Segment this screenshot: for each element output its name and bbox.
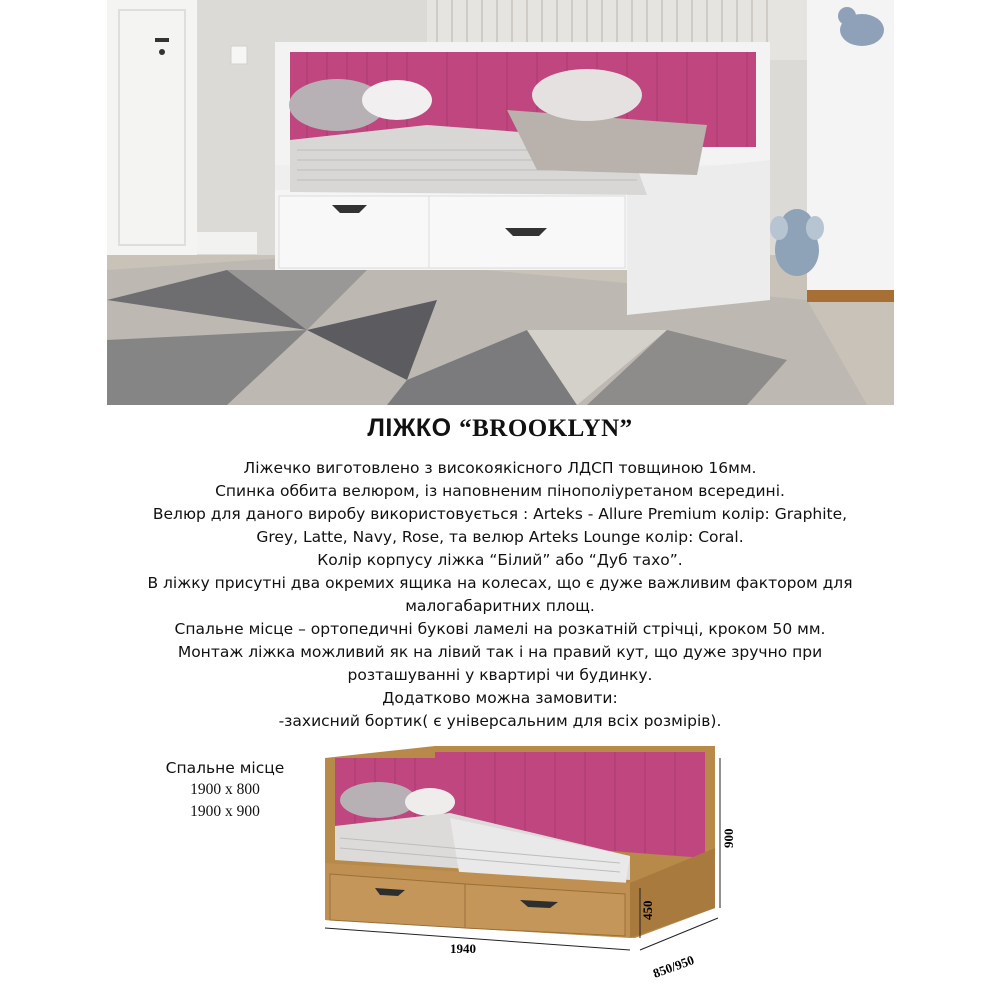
- description-line: Спальне місце – ортопедичні букові ламелі на розкатній стрічці, кроком 50 мм.: [174, 620, 826, 638]
- sleeping-area-sizes: [150, 757, 300, 823]
- size-option: 1900 x 900: [190, 803, 260, 820]
- product-photo: [107, 0, 894, 405]
- description-line: Велюр для даного виробу використовується : Arteks - Allure Premium колір: Graphite,: [152, 505, 848, 523]
- description-line: -захисний бортик( є універсальним для всіх розмірів).: [278, 712, 722, 730]
- height-dimension: 900: [721, 828, 736, 848]
- product-description: [120, 457, 880, 733]
- description-line: розташуванні у квартирі чи будинку.: [347, 666, 653, 684]
- description-line: Додатково можна замовити:: [382, 689, 618, 707]
- description-line: В ліжку присутні два окремих ящика на колесах, що є дуже важливим фактором для: [147, 574, 853, 592]
- description-line: Grey, Latte, Navy, Rose, та велюр Arteks Lounge колір: Coral.: [256, 528, 744, 546]
- description-line: малогабаритних площ.: [405, 597, 595, 615]
- oak-bed-drawing: [300, 738, 740, 1000]
- sleeping-area-label: Спальне місце: [165, 759, 285, 777]
- description-line: Спинка оббита велюром, із наповненим пінополіуретаном всередині.: [215, 482, 785, 500]
- description-line: Монтаж ліжка можливий як на лівий так і на правий кут, що дуже зручно при: [177, 643, 823, 661]
- title-word: ЛІЖКО: [367, 414, 452, 442]
- bed-room-illustration: [107, 0, 894, 405]
- description-line: Ліжечко виготовлено з високоякісного ЛДСП товщиною 16мм.: [243, 459, 757, 477]
- length-dimension: 1940: [450, 941, 476, 956]
- title-name: “BROOKLYN”: [459, 415, 633, 442]
- product-title: [0, 414, 1000, 443]
- dimension-diagram: [300, 738, 740, 1000]
- depth-dimension: 850/950: [650, 952, 697, 981]
- base-height-dimension: 450: [640, 900, 655, 920]
- description-line: Колір корпусу ліжка “Білий” або “Дуб тахо”.: [317, 551, 683, 569]
- size-option: 1900 x 800: [190, 781, 260, 798]
